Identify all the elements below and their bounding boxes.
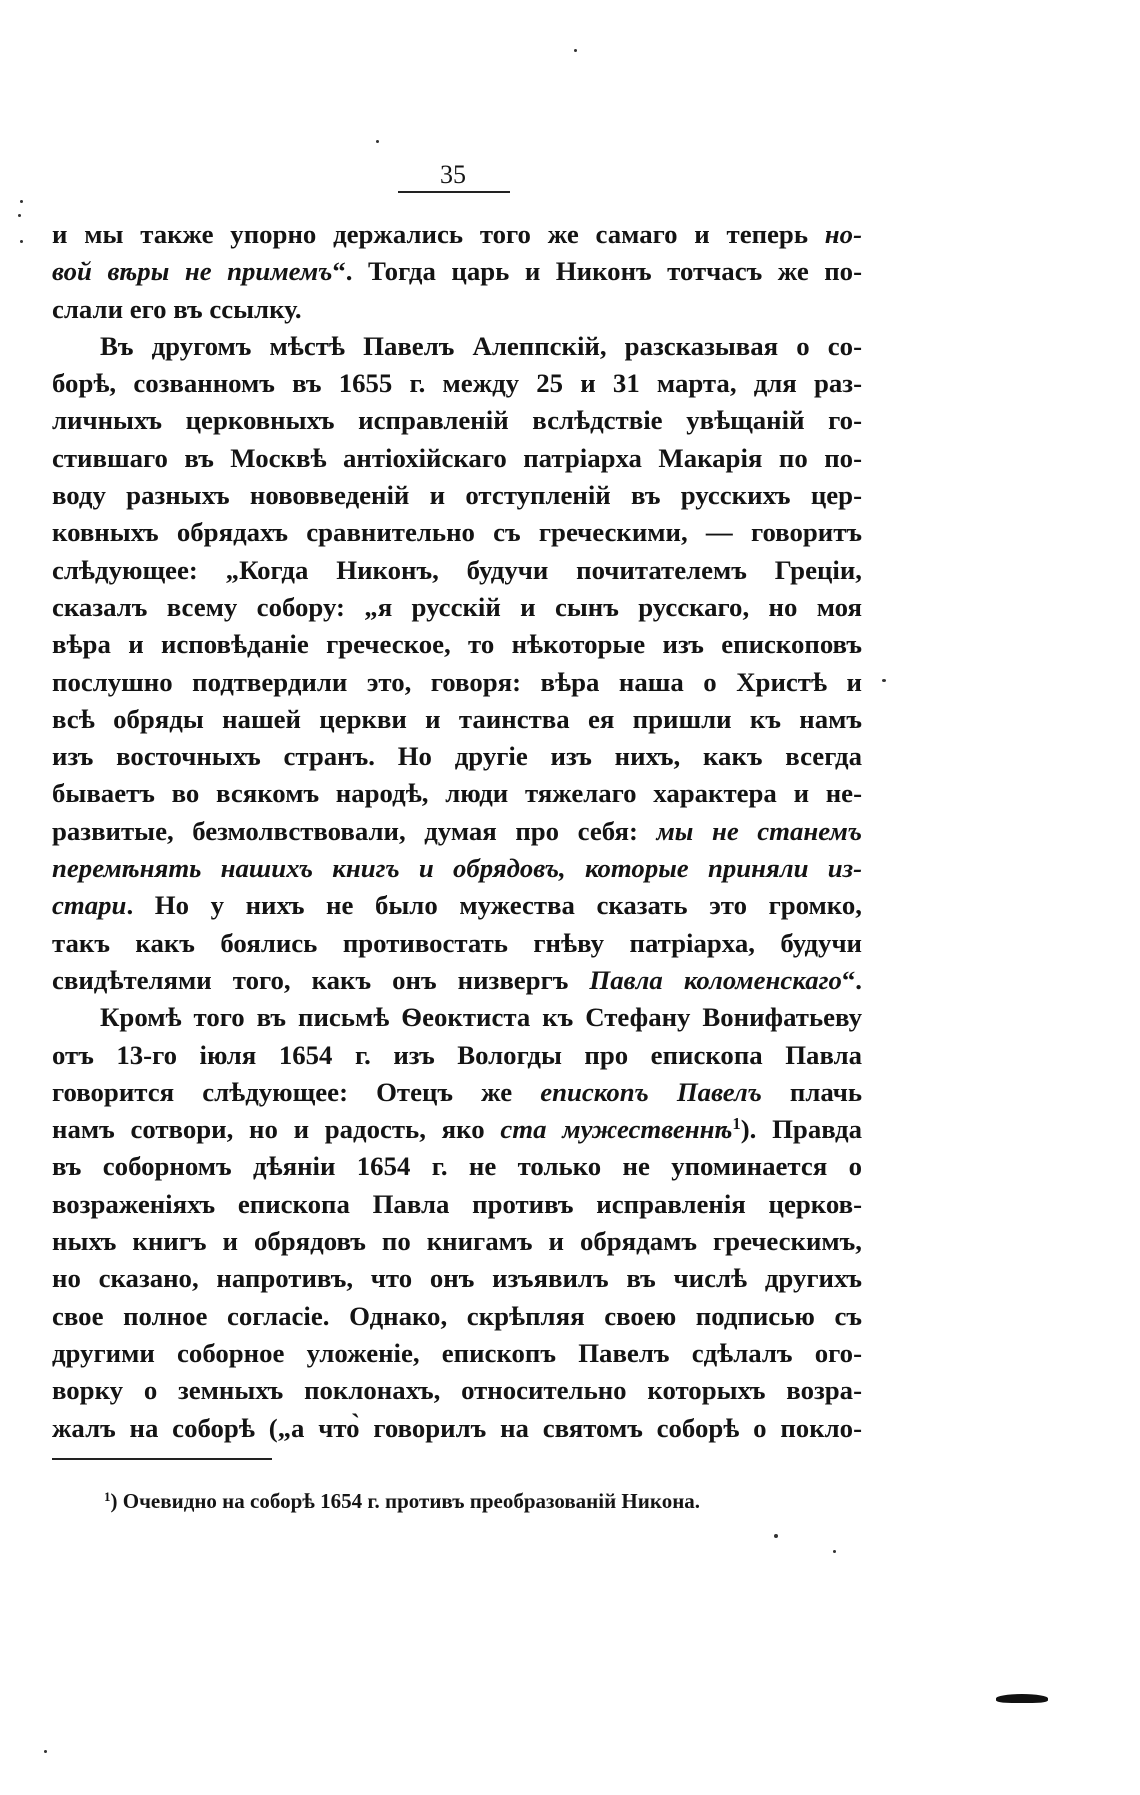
text-segment: въ соборномъ дѣяніи 1654 г. не только не упоминается о [52,1151,862,1182]
scan-speck [833,1550,836,1553]
text-line [52,1074,862,1111]
scan-speck [20,200,23,203]
text-line [52,999,862,1036]
text-segment: личныхъ церковныхъ исправленій вслѣдствіе увѣщаній го- [52,405,862,436]
italic-segment: стари [52,890,127,921]
text-line [52,738,862,775]
text-line [52,291,862,328]
text-segment: развитые, безмолвствовали, думая про себя: [52,815,657,846]
text-line [52,365,862,402]
text-line [52,1037,862,1074]
text-segment: жалъ на соборѣ („а что̀ говорилъ на святомъ соборѣ о покло- [52,1412,862,1443]
text-segment: возраженіяхъ епископа Павла противъ исправленія церков- [52,1188,862,1219]
scan-speck [574,49,577,52]
text-line [52,328,862,365]
italic-segment: мы не станемъ [656,815,862,846]
italic-segment: епископъ Павелъ [540,1076,762,1107]
text-segment: сказалъ всему собору: „я русскій и сынъ русскаго, но моя [52,591,862,622]
text-line [52,664,862,701]
text-segment: плачь [761,1076,862,1107]
italic-segment: но- [824,219,862,249]
text-line [52,1260,862,1297]
text-segment: намъ сотвори, но и радость, яко [52,1114,501,1145]
text-segment: и мы также упорно держались того же самаго и теперь [52,219,825,249]
text-line [52,1148,862,1185]
text-segment: послушно подтвердили это, говоря: вѣра наша о Христѣ и [52,666,862,697]
text-line [52,775,862,812]
text-segment: стившаго въ Москвѣ антіохійскаго патріарха Макарія по по- [52,442,862,473]
body-text [52,216,862,1447]
scan-speck [882,679,886,682]
text-line [52,402,862,439]
text-line [52,253,862,290]
text-line [52,1223,862,1260]
text-segment: . Но у нихъ не было мужества сказать это громко, [126,890,862,921]
text-segment: слѣдующее: „Когда Никонъ, будучи почитателемъ Греціи, [52,554,862,585]
text-segment: ныхъ книгъ и обрядовъ по книгамъ и обрядамъ греческимъ, [52,1226,862,1257]
text-line [52,626,862,663]
text-line [52,1372,862,1409]
text-line [52,850,862,887]
text-line [52,514,862,551]
text-segment: борѣ, созванномъ въ 1655 г. между 25 и 31 марта, для раз- [52,368,862,399]
italic-segment: вой вѣры не примемъ [52,256,333,287]
text-line [52,552,862,589]
text-line [52,962,862,999]
italic-segment: Павла коломенскаго [589,964,842,995]
text-segment: слали его въ ссылку. [52,293,302,324]
text-segment: “. [841,964,862,995]
scan-speck [376,140,379,143]
text-segment: свидѣтелями того, какъ онъ низвергъ [52,964,590,995]
text-segment: отъ 13-го іюля 1654 г. изъ Вологды про епископа Павла [52,1039,862,1070]
text-segment: вѣра и исповѣданіе греческое, то нѣкоторые изъ епископовъ [52,629,862,660]
scan-speck [20,240,23,243]
text-segment: воду разныхъ нововведеній и отступленій въ русскихъ цер- [52,480,862,511]
text-line [52,1335,862,1372]
ink-blot [996,1694,1048,1703]
text-line [52,813,862,850]
text-line [52,589,862,626]
text-segment: ). Правда [740,1114,862,1145]
text-segment: но сказано, напротивъ, что онъ изъявилъ въ числѣ другихъ [52,1263,862,1294]
page-number: 35 [440,160,466,189]
text-line [52,216,862,253]
text-line [52,1111,862,1148]
text-segment: говорится слѣдующее: Отецъ же [52,1076,541,1107]
text-line [52,1298,862,1335]
text-line [52,701,862,738]
text-line [52,440,862,477]
text-line [52,1410,862,1447]
text-segment: бываетъ во всякомъ народѣ, люди тяжелаго характера и не- [52,778,862,809]
text-line [52,925,862,962]
text-line [52,477,862,514]
text-segment: такъ какъ боялись противостать гнѣву патріарха, будучи [52,927,862,958]
footnote-reference: 1 [732,1114,741,1133]
footnote-text: ) Очевидно на соборѣ 1654 г. противъ преобразованій Никона. [110,1489,701,1513]
text-segment: ворку о земныхъ поклонахъ, относительно которыхъ возра- [52,1375,862,1406]
italic-segment: ста мужественнѣ [500,1114,733,1145]
footnote-rule [52,1458,272,1460]
text-segment: изъ восточныхъ странъ. Но другіе изъ нихъ, какъ всегда [52,741,862,772]
text-segment: Въ другомъ мѣстѣ Павелъ Алеппскій, разсказывая о со- [100,330,862,361]
scan-speck [774,1534,778,1538]
text-segment: другими соборное уложеніе, епископъ Павелъ сдѣлалъ ого- [52,1337,862,1368]
text-line [52,1186,862,1223]
footnote-marker: 1 [104,1488,111,1504]
italic-segment: перемѣнять нашихъ книгъ и обрядовъ, которые приняли из- [52,853,862,884]
text-segment: свое полное согласіе. Однако, скрѣпляя своею подписью съ [52,1300,862,1331]
text-segment: ковныхъ обрядахъ сравнительно съ греческими, — говоритъ [52,517,862,548]
scan-speck [18,214,21,217]
text-segment: “. Тогда царь и Никонъ тотчасъ же по- [332,256,863,287]
text-line [52,887,862,924]
footnote [104,1487,864,1515]
text-segment: Кромѣ того въ письмѣ Ѳеоктиста къ Стефану Вонифатьеву [100,1002,862,1033]
text-segment: всѣ обряды нашей церкви и таинства ея пришли къ намъ [52,703,862,734]
page-number-rule [398,191,510,193]
scan-speck [44,1750,47,1753]
